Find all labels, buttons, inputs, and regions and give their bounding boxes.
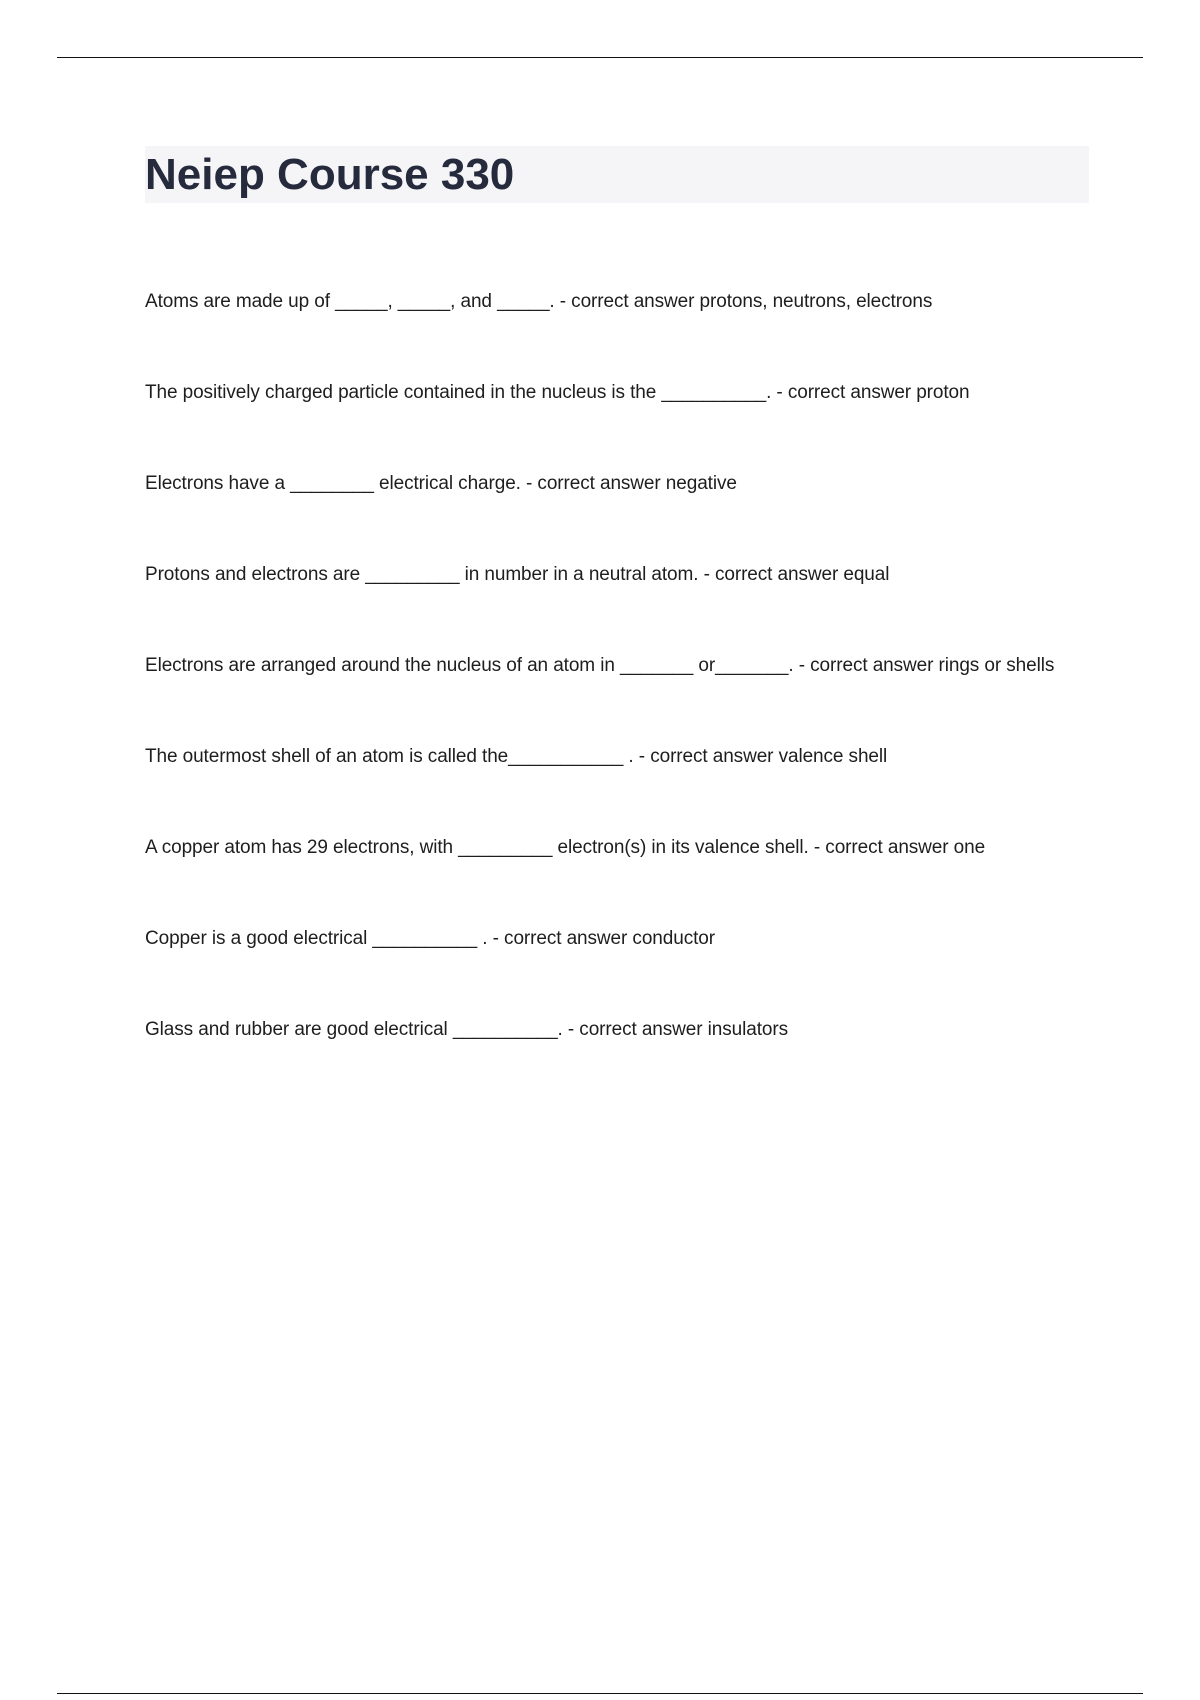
- qa-item-7: A copper atom has 29 electrons, with _________ electron(s) in its valence shell. - correct answer one: [145, 837, 986, 858]
- qa-list: [145, 288, 1095, 1044]
- qa-item-1: Atoms are made up of _____, _____, and _____. - correct answer protons, neutrons, electrons: [145, 291, 933, 312]
- qa-item-5: Electrons are arranged around the nucleus of an atom in _______ or_______. - correct answer rings or shells: [145, 655, 1055, 676]
- page-title: Neiep Course 330: [145, 150, 515, 199]
- bottom-rule: [57, 1693, 1143, 1694]
- top-rule: [57, 57, 1143, 58]
- qa-item-8: Copper is a good electrical __________ . - correct answer conductor: [145, 928, 715, 949]
- qa-item-9: Glass and rubber are good electrical __________. - correct answer insulators: [145, 1019, 788, 1040]
- qa-item-4: Protons and electrons are _________ in number in a neutral atom. - correct answer equal: [145, 564, 890, 585]
- qa-item-6: The outermost shell of an atom is called the___________ . - correct answer valence shell: [145, 746, 888, 767]
- qa-item-3: Electrons have a ________ electrical charge. - correct answer negative: [145, 473, 737, 494]
- qa-item-2: The positively charged particle contained in the nucleus is the __________. - correct answer proton: [145, 382, 970, 403]
